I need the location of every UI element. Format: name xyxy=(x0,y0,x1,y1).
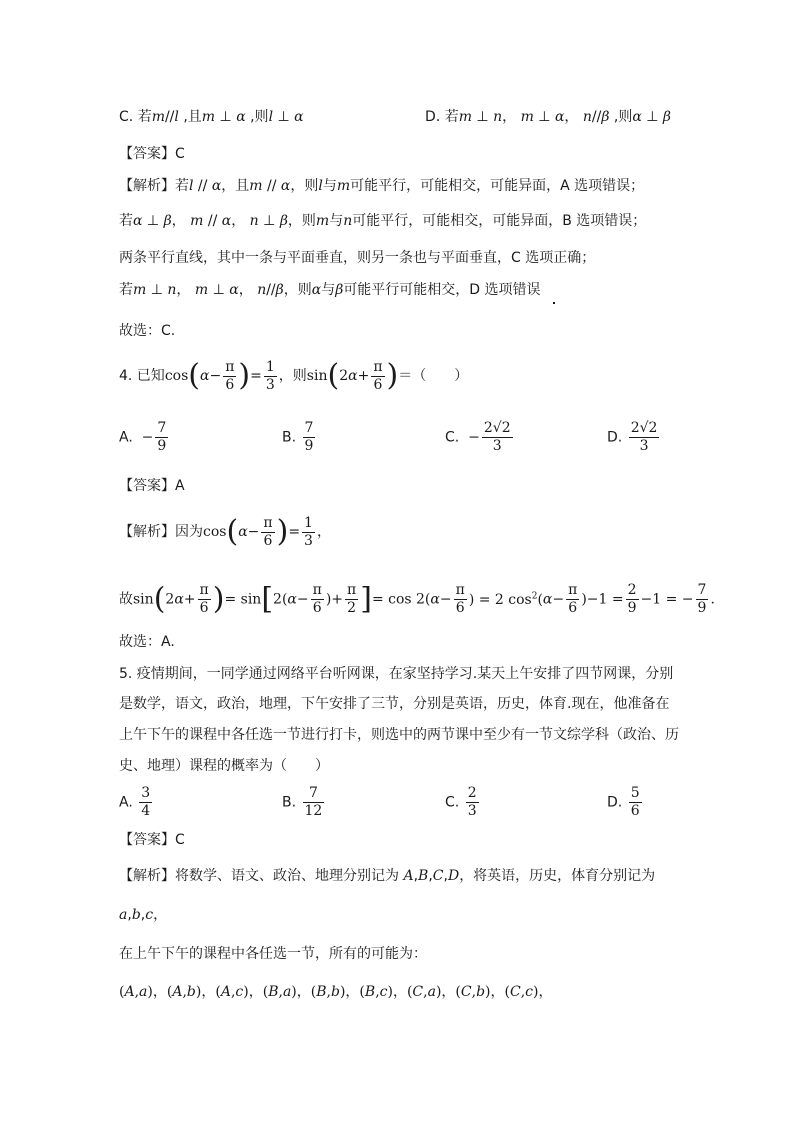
q4-option-d: D. $\frac{2√2}{3}$ xyxy=(607,420,658,454)
option-text: 若m ⊥ n， m ⊥ α， n//β ,则α ⊥ β xyxy=(444,109,672,125)
q5-analysis-line-2: a,b,c， xyxy=(119,907,168,923)
q3-analysis-line-2: 若α ⊥ β， m // α， n ⊥ β，则m与n可能平行，可能相交，可能异面，B 选项错误； xyxy=(119,213,647,229)
stray-mark xyxy=(553,302,555,304)
analysis-label: 【解析】因为 xyxy=(119,524,203,540)
q5-option-b: B. $\frac{7}{12}$ xyxy=(282,785,323,819)
q3-option-d xyxy=(425,106,671,126)
option-label: D. xyxy=(425,109,441,125)
option-label: B. xyxy=(282,429,297,446)
q5-option-d: D. $\frac{5}{6}$ xyxy=(607,785,640,819)
q4-analysis: 【解析】因为cos(α− $\frac{\pi}{6}$ )= $\frac{1}{3}$ ， xyxy=(119,514,331,549)
option-label: A. xyxy=(119,794,133,811)
q4-number: 4. 已知 xyxy=(119,368,165,384)
q5-stem-line-2: 是数学，语文，政治，地理，下午安排了三节，分别是英语，历史，体育.现在，他准备在 xyxy=(119,696,670,712)
q5-option-c: C. $\frac{2}{3}$ xyxy=(445,785,477,819)
q5-stem-line-3: 上午下午的课程中各任选一节进行打卡，则选中的两节课中至少有一节文综学科（政治、历 xyxy=(119,727,679,743)
option-label: B. xyxy=(282,794,297,811)
option-text: 若m//l ,且m ⊥ α ,则l ⊥ α xyxy=(137,109,304,125)
q5-stem-line-4: 史、地理）课程的概率为（ ） xyxy=(119,758,329,774)
option-label: D. xyxy=(607,794,623,811)
q5-option-a: A. $\frac{3}{4}$ xyxy=(119,785,151,819)
q5-analysis-line-1: 【解析】将数学、语文、政治、地理分别记为 A,B,C,D，将英语，历史，体育分别记为 xyxy=(119,868,656,884)
derivation-label: 故 xyxy=(119,591,133,608)
q3-analysis-line-4: 若m ⊥ n， m ⊥ α， n//β，则α与β可能平行可能相交，D 选项错误 xyxy=(119,282,541,298)
q4-stem: 4. 已知cos(α− $\frac{\pi}{6}$ )= $\frac{1}{3}$ ，则sin(2α+ $\frac{\pi}{6}$ )＝（ ） xyxy=(119,358,469,393)
q4-option-b: B. $\frac{7}{9}$ xyxy=(282,420,314,454)
option-label: D. xyxy=(607,429,623,446)
q3-analysis-line-3: 两条平行直线，其中一条与平面垂直，则另一条也与平面垂直，C 选项正确； xyxy=(119,250,596,266)
q4-paren: ＝（ ） xyxy=(398,368,469,384)
q5-analysis-line-3: 在上午下午的课程中各任选一节，所有的可能为： xyxy=(119,946,427,962)
q4-then: ，则 xyxy=(278,368,307,384)
q4-choice: 故选：A. xyxy=(119,634,175,650)
option-label: C. xyxy=(445,429,460,446)
q3-option-c xyxy=(119,106,304,126)
q5-stem-line-1: 5. 疫情期间，一同学通过网络平台听网课，在家坚持学习.某天上午安排了四节网课，分别 xyxy=(119,666,674,682)
q3-analysis-line-1: 【解析】若l // α，且m // α，则l与m可能平行，可能相交，可能异面，A 选项错误； xyxy=(119,178,645,194)
q3-choice: 故选：C. xyxy=(119,323,176,339)
q4-derivation: 故sin(2α+ $\frac{\pi}{6}$ )= sin[2(α− $\frac{\pi}{6}$ )+ $\frac{\pi}{2}$ ]= cos 2(α− $\frac{\pi}{6}$ ) = 2 $\cos^2(\alpha-$ $\frac{\pi}{6}$ )−1 = $\frac{2}{9}$ −1 = − $\frac{7}{9}$ . xyxy=(119,581,715,617)
q5-outcomes: (A,a)，(A,b)，(A,c)，(B,a)，(B,b)，(B,c)，(C,a)，(C,b)，(C,c)， xyxy=(119,984,553,1000)
q4-option-a: A. − $\frac{7}{9}$ xyxy=(119,420,167,454)
q5-answer: 【答案】C xyxy=(119,832,185,848)
option-label: C. xyxy=(445,794,460,811)
q4-answer: 【答案】A xyxy=(119,478,185,494)
q3-answer: 【答案】C xyxy=(119,146,185,162)
option-label: A. xyxy=(119,429,133,446)
option-label: C. xyxy=(119,109,134,125)
q4-option-c: C. − $\frac{2√2}{3}$ xyxy=(445,420,511,454)
